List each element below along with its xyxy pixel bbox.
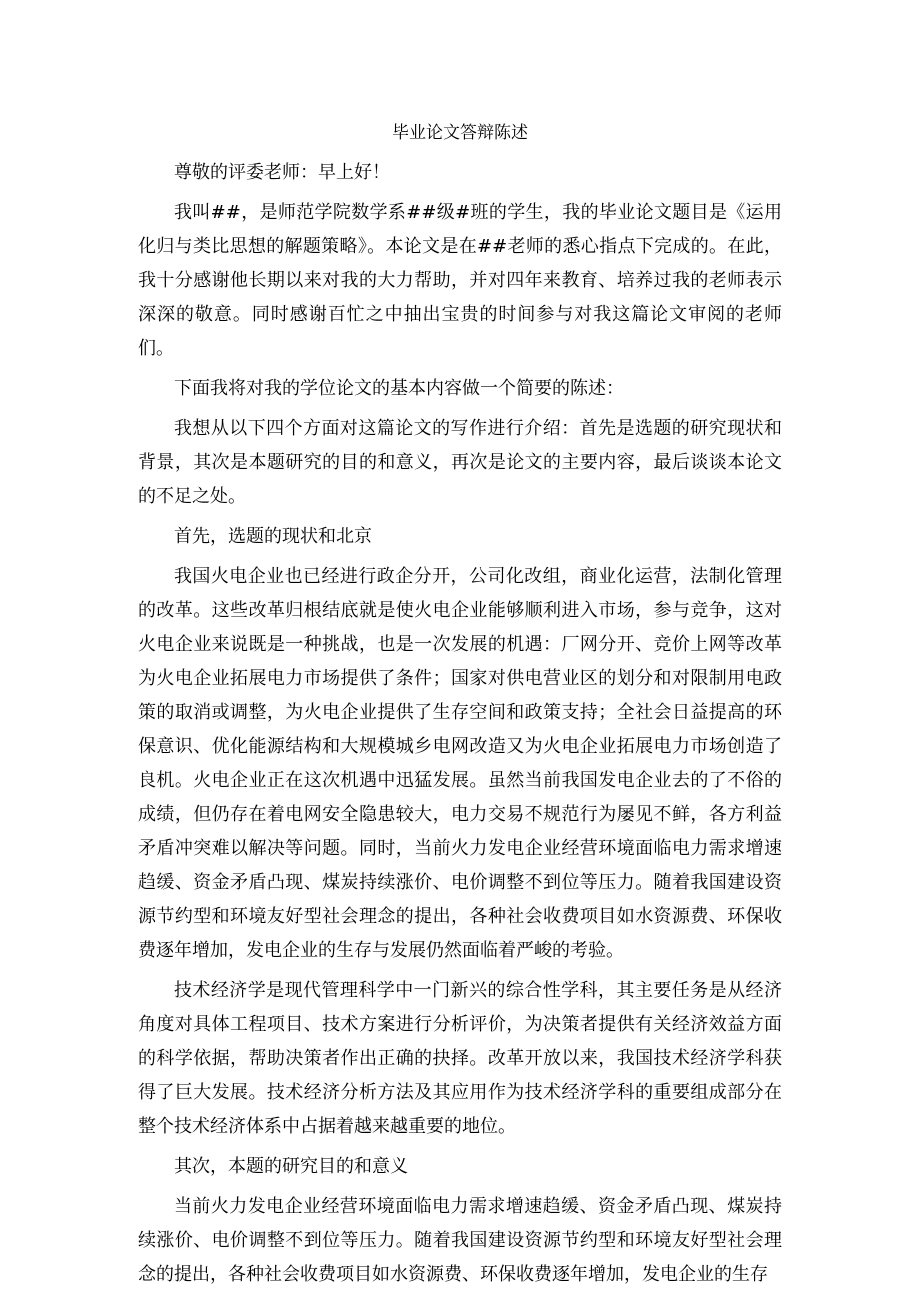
paragraph-background: 我国火电企业也已经进行政企分开，公司化改组，商业化运营，法制化管理的改革。这些改革归根结底就是使火电企业能够顺利进入市场，参与竞争，这对火电企业来说既是一种挑战，也是一次发展的机遇：厂网分开、竞价上网等改革为火电企业拓展电力市场提供了条件；国家对供电营业区的划分和对限制用电政策的取消或调整，为火电企业提供了生存空间和政策支持；全社会日益提高的环保意识、优化能源结构和大规模城乡电网改造又为火电企业拓展电力市场创造了良机。火电企业正在这次机遇中迅猛发展。虽然当前我国发电企业去的了不俗的成绩，但仍存在着电网安全隐患较大，电力交易不规范行为屡见不鲜，各方利益矛盾冲突难以解决等问题。同时，当前火力发电企业经营环境面临电力需求增速趋缓、资金矛盾凸现、煤炭持续涨价、电价调整不到位等压力。随着我国建设资源节约型和环境友好型社会理念的提出，各种社会收费项目如水资源费、环保收费逐年增加，发电企业的生存与发展仍然面临着严峻的考验。 — [138, 566, 782, 961]
section-heading-purpose: 其次，本题的研究目的和意义 — [174, 1156, 408, 1177]
paragraph-overview: 下面我将对我的学位论文的基本内容做一个简要的陈述： — [174, 378, 624, 399]
paragraph-outline: 我想从以下四个方面对这篇论文的写作进行介绍：首先是选题的研究现状和背景，其次是本题研究的目的和意义，再次是论文的主要内容，最后谈谈本论文的不足之处。 — [138, 418, 782, 507]
document-title: 毕业论文答辩陈述 — [392, 123, 528, 143]
paragraph-introduction: 我叫##，是师范学院数学系##级#班的学生，我的毕业论文题目是《运用化归与类比思想的解题策略》。本论文是在##老师的悉心指点下完成的。在此，我十分感谢他长期以来对我的大力帮助，并对四年来教育、培养过我的老师表示深深的敬意。同时感谢百忙之中抽出宝贵的时间参与对我这篇论文审阅的老师们。 — [138, 202, 782, 359]
document-page — [138, 118, 782, 1298]
section-heading-background: 首先，选题的现状和北京 — [174, 526, 372, 547]
paragraph-purpose: 当前火力发电企业经营环境面临电力需求增速趋缓、资金矛盾凸现、煤炭持续涨价、电价调整不到位等压力。随着我国建设资源节约型和环境友好型社会理念的提出，各种社会收费项目如水资源费、环保收费逐年增加，发电企业的生存 — [138, 1196, 782, 1285]
paragraph-tech-economics: 技术经济学是现代管理科学中一门新兴的综合性学科，其主要任务是从经济角度对具体工程项目、技术方案进行分析评价，为决策者提供有关经济效益方面的科学依据，帮助决策者作出正确的抉择。改革开放以来，我国技术经济学科获得了巨大发展。技术经济分析方法及其应用作为技术经济学科的重要组成部分在整个技术经济体系中占据着越来越重要的地位。 — [138, 980, 782, 1137]
greeting: 尊敬的评委老师：早上好！ — [174, 162, 390, 183]
